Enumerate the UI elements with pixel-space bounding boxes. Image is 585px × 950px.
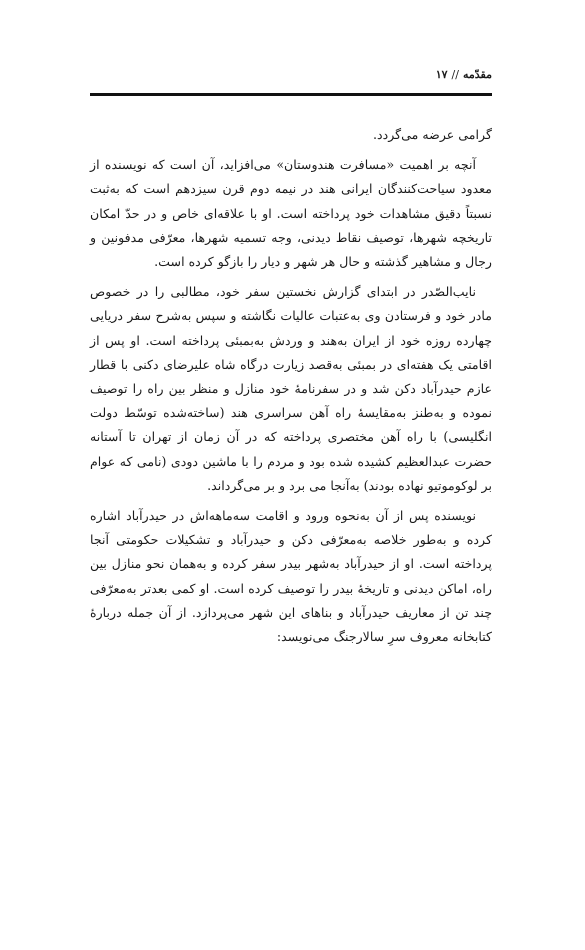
- paragraph-4: نویسنده پس از آن به‌نحوه ورود و اقامت سه‌ماهه‌اش در حیدرآباد اشاره کرده و به‌طور خلاصه به‌معرّفی دکن و حیدرآباد و تشکیلات حکومتی آنجا پرداخته است. او از حیدرآباد به‌شهر بیدر سفر کرده و به‌همان نحو منازل بین راه، اماکن دیدنی و تاریخهٔ بیدر را توصیف کرده است. او کمی بعدتر به‌معرّفی چند تن از معاریف حیدرآباد و بناهای این شهر می‌پردازد. از آن جمله دربارهٔ کتابخانه معروف سرِ سالارجنگ می‌نویسد:: [90, 508, 492, 645]
- paragraph-3: نایب‌الصّدر در ابتدای گزارش نخستین سفر خود، مطالبی را در خصوص مادر خود و فرستادن وی به‌عتبات عالیات نگاشته و سپس به‌شرح سفر دریایی چهارده روزه خود از ایران به‌هند و وردش به‌بمبئی پرداخته است. او پس از اقامتی یک هفته‌ای در بمبئی به‌قصد زیارت درگاه شاه علیرضای دکنی با قطار عازم حیدرآباد دکن شد و در سفرنامهٔ خود منازل و منظر بین راه را توصیف نموده و به‌طنز به‌مقایسهٔ راه آهن سراسری هند (ساخته‌شده توسّط دولت انگلیسی) با راه آهن مختصری پرداخته که در آن زمان از تهران تا آستانه حضرت عبدالعظیم کشیده شده بود و مردم را با ماشین دودی (نامی که عوام بر لوکوموتیو نهاده بودند) به‌آنجا می برد و بر می‌گرداند.: [90, 284, 492, 493]
- paragraph-1: گرامی عرضه می‌گردد.: [372, 127, 492, 142]
- running-header: [90, 66, 492, 84]
- body-text: [90, 123, 492, 655]
- header-separator: //: [451, 68, 459, 81]
- header-page-number: ۱۷: [435, 68, 448, 81]
- paragraph-2: آنچه بر اهمیت «مسافرت هندوستان» می‌افزاید، آن است که نویسنده از معدود سیاحت‌کنندگان ایرانی هند در نیمه دوم قرن سیزدهم است که به‌ثبت نسبتاً دقیق مشاهدات خود پرداخته است. او با علاقه‌ای خاص و در حدّ امکان تاریخچه شهرها، توصیف نقاط دیدنی، وجه تسمیه شهرها، معرّفی مدفونین و رجال و مشاهیر گذشته و حال هر شهر و دیار را بازگو کرده است.: [90, 157, 492, 270]
- header-rule: [90, 93, 492, 96]
- header-section-title: مقدّمه: [462, 68, 492, 81]
